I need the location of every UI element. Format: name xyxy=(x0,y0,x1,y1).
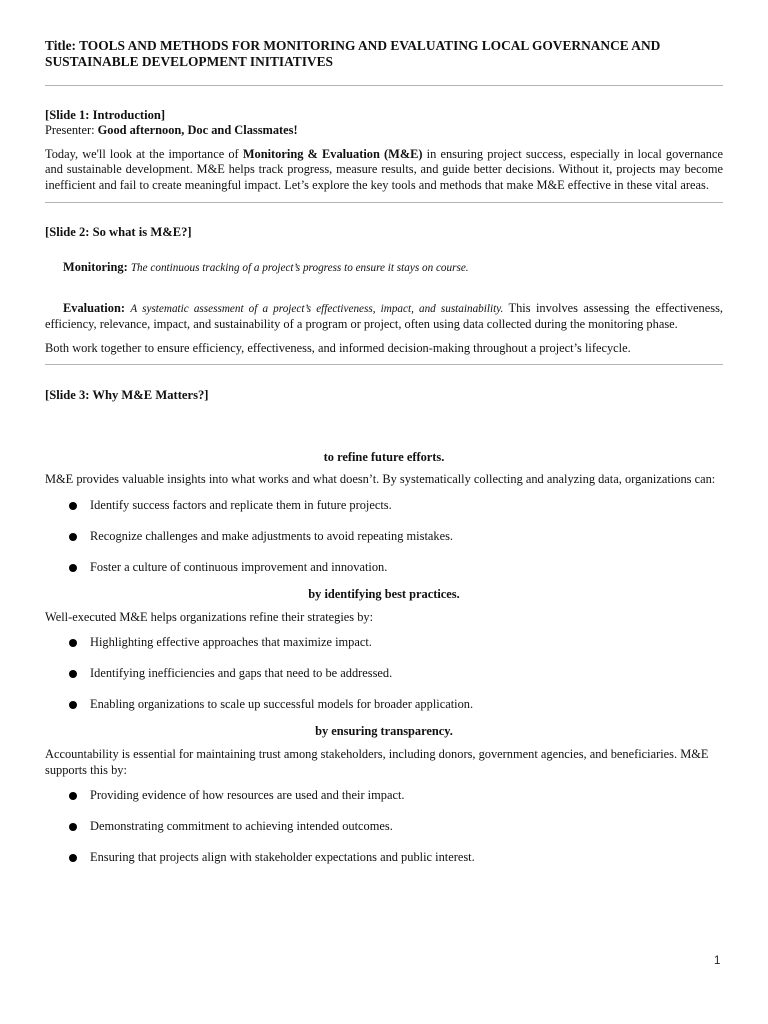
section-subheading: to refine future efforts. xyxy=(323,450,445,464)
bullet-list xyxy=(45,788,723,865)
slide3-heading: [Slide 3: Why M&E Matters?] xyxy=(45,388,209,402)
monitoring-def-text: The continuous tracking of a project’s progress to ensure it stays on course. xyxy=(130,262,469,274)
list-item-text: Identifying inefficiencies and gaps that need to be addressed. xyxy=(90,666,393,680)
list-item xyxy=(45,529,723,544)
section-subheading: by ensuring transparency. xyxy=(315,724,453,738)
bullet-list xyxy=(45,498,723,575)
section-subheading: by identifying best practices. xyxy=(308,586,460,601)
document-title: Title: TOOLS AND METHODS FOR MONITORING AND EVALUATING LOCAL GOVERNANCE AND SUSTAINABLE DEVELOPMENT INITIATIVES xyxy=(45,38,661,69)
list-item xyxy=(45,635,723,650)
evaluation-term: Evaluation: xyxy=(63,300,125,315)
bullet-icon xyxy=(69,792,77,800)
list-item-text: Recognize challenges and make adjustments to avoid repeating mistakes. xyxy=(90,528,454,543)
monitoring-term: Monitoring: xyxy=(63,260,128,274)
intro-text-end: in ensuring project success, especially in local governance and sustainable development. M&E helps track progress, measure results, and guide better decisions. Without it, projects may become inefficient and fail to create meaningful impact. Let’s explore the key tools and methods that make M&E effective in these vital areas. xyxy=(45,146,724,192)
list-item-text: Highlighting effective approaches that maximize impact. xyxy=(90,635,372,649)
list-item-text: Identify success factors and replicate them in future projects. xyxy=(90,497,392,512)
evaluation-rest-text: This involves assessing the effectiveness, efficiency, relevance, impact, and sustainability of a program or project, often using data collected during the monitoring phase. xyxy=(45,300,723,331)
list-item xyxy=(45,819,723,834)
evaluation-def-text: A systematic assessment of a project’s effectiveness, impact, and sustainability. xyxy=(130,302,504,315)
list-item xyxy=(45,666,723,681)
list-item-text: Providing evidence of how resources are used and their impact. xyxy=(90,788,405,802)
list-item xyxy=(45,850,723,865)
bullet-icon xyxy=(69,502,77,510)
bullet-icon xyxy=(69,701,77,709)
section-intro: Accountability is essential for maintaining trust among stakeholders, including donors, government agencies, and beneficiaries. M&E supports this by: xyxy=(45,747,709,777)
closing-paragraph: Both work together to ensure efficiency, effectiveness, and informed decision-making throughout a project’s lifecycle. xyxy=(45,340,631,355)
list-item-text: Enabling organizations to scale up successful models for broader application. xyxy=(90,697,474,711)
intro-text-start: Today, we'll look at the importance of xyxy=(45,146,243,161)
section-intro: Well-executed M&E helps organizations refine their strategies by: xyxy=(45,609,374,624)
bullet-icon xyxy=(69,670,77,678)
slide2-heading: [Slide 2: So what is M&E?] xyxy=(45,225,192,239)
presenter-label: Presenter: xyxy=(45,123,95,137)
monitoring-definition xyxy=(45,260,723,277)
bullet-icon xyxy=(69,564,77,572)
list-item xyxy=(45,498,723,513)
presenter-greeting: Good afternoon, Doc and Classmates! xyxy=(97,123,298,137)
bullet-icon xyxy=(69,533,77,541)
bullet-icon xyxy=(69,823,77,831)
list-item xyxy=(45,788,723,803)
list-item xyxy=(45,560,723,575)
presenter-line xyxy=(45,123,723,139)
bullet-list xyxy=(45,635,723,712)
list-item xyxy=(45,697,723,712)
list-item-text: Demonstrating commitment to achieving intended outcomes. xyxy=(90,819,393,833)
evaluation-definition xyxy=(45,301,723,333)
bullet-icon xyxy=(69,639,77,647)
list-item-text: Ensuring that projects align with stakeholder expectations and public interest. xyxy=(90,850,475,864)
intro-paragraph xyxy=(45,147,723,194)
section-intro: M&E provides valuable insights into what works and what doesn’t. By systematically collecting and analyzing data, organizations can: xyxy=(45,472,716,486)
document-page xyxy=(45,38,723,865)
slide1-heading: [Slide 1: Introduction] xyxy=(45,108,166,122)
intro-text-bold: Monitoring & Evaluation (M&E) xyxy=(242,146,423,161)
page-number: 1 xyxy=(714,955,721,967)
list-item-text: Foster a culture of continuous improvement and innovation. xyxy=(90,559,388,574)
bullet-icon xyxy=(69,854,77,862)
